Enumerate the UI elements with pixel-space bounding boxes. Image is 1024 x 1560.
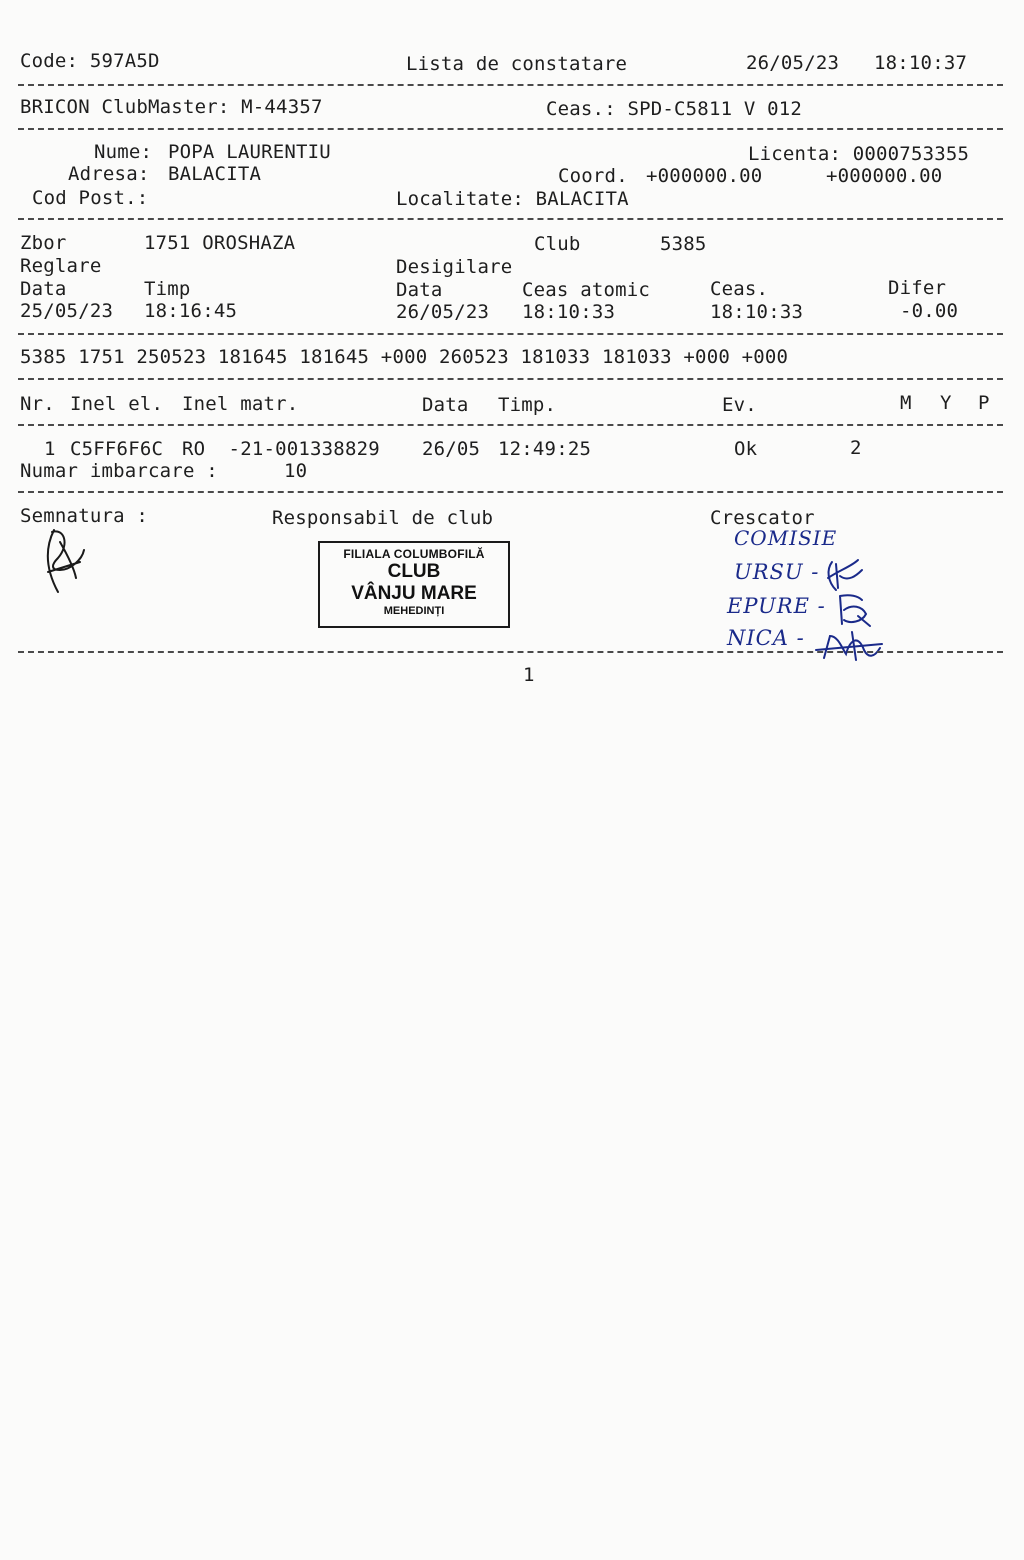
code-line: 5385 1751 250523 181645 181645 +000 260523 181033 181033 +000 +000 — [20, 346, 789, 368]
difer-label: Difer — [888, 277, 947, 299]
divider — [18, 378, 1003, 380]
difer-value: -0.00 — [900, 300, 959, 322]
club-label: Club — [534, 233, 581, 255]
handwritten-epure: EPURE - — [727, 594, 826, 618]
coord-label: Coord. — [558, 165, 628, 187]
col-y: Y — [940, 392, 952, 414]
data2-label: Data — [396, 279, 443, 301]
handwritten-ursu: URSU - — [734, 560, 820, 584]
header-date: 26/05/23 — [746, 52, 840, 74]
cell-ev: Ok — [734, 438, 758, 460]
stamp-line-3: VÂNJU MARE — [351, 583, 477, 604]
ceas-atomic-value: 18:10:33 — [522, 301, 616, 323]
col-p: P — [978, 392, 990, 414]
stamp-line-1: FILIALA COLUMBOFILĂ — [343, 547, 485, 561]
col-inel-matr: Inel matr. — [182, 393, 299, 415]
divider — [18, 424, 1003, 426]
desigilare-label: Desigilare — [396, 256, 513, 278]
reglare-data: 25/05/23 — [20, 300, 114, 322]
semnatura-label: Semnatura : — [20, 505, 149, 527]
col-data: Data — [422, 394, 469, 416]
divider — [18, 218, 1003, 220]
desigilare-data: 26/05/23 — [396, 301, 490, 323]
col-nr: Nr. — [20, 393, 55, 415]
document-title: Lista de constatare — [406, 53, 628, 75]
col-ev: Ev. — [722, 394, 757, 416]
crescator-label: Crescator — [710, 507, 815, 529]
reglare-timp: 18:16:45 — [144, 300, 238, 322]
document-code: Code: 597A5D — [20, 50, 160, 72]
localitate: Localitate: BALACITA — [396, 188, 629, 210]
divider — [18, 333, 1003, 335]
clubmaster-id: BRICON ClubMaster: M-44357 — [20, 96, 323, 118]
zbor-value: 1751 OROSHAZA — [144, 232, 296, 254]
col-timp: Timp. — [498, 394, 557, 416]
cell-data: 26/05 — [422, 438, 481, 460]
stamp-line-2: CLUB — [387, 561, 441, 582]
coord-1: +000000.00 — [646, 165, 763, 187]
col-inel-el: Inel el. — [70, 393, 164, 415]
licenta: Licenta: 0000753355 — [748, 143, 970, 165]
divider — [18, 84, 1003, 86]
divider — [18, 651, 1003, 653]
clock-id: Ceas.: SPD-C5811 V 012 — [546, 98, 803, 120]
data-label: Data — [20, 278, 67, 300]
stamp-line-4: MEHEDINȚI — [383, 605, 445, 617]
numar-imbarcare-label: Numar imbarcare : — [20, 460, 218, 482]
signature-epure — [832, 590, 878, 630]
cell-inel-matr: RO -21-001338829 — [182, 438, 380, 460]
ceas-label: Ceas. — [710, 278, 769, 300]
cod-post-label: Cod Post.: — [32, 187, 149, 209]
ceas-value: 18:10:33 — [710, 301, 804, 323]
cell-nr: 1 — [44, 438, 56, 460]
coord-2: +000000.00 — [826, 165, 943, 187]
cell-col: 2 — [850, 437, 862, 459]
ceas-atomic-label: Ceas atomic — [522, 279, 651, 301]
cell-timp: 12:49:25 — [498, 438, 592, 460]
cell-inel-el: C5FF6F6C — [70, 438, 164, 460]
club-value: 5385 — [660, 233, 707, 255]
reglare-label: Reglare — [20, 255, 102, 277]
club-stamp — [318, 541, 510, 628]
signature-nica — [812, 628, 886, 664]
timp-label: Timp — [144, 278, 191, 300]
adresa-value: BALACITA — [168, 163, 262, 185]
handwritten-comisie: COMISIE — [734, 526, 838, 550]
responsabil-label: Responsabil de club — [272, 507, 494, 529]
page-number: 1 — [523, 664, 535, 686]
nume-value: POPA LAURENTIU — [168, 141, 331, 163]
handwritten-nica: NICA - — [727, 626, 805, 650]
header-time: 18:10:37 — [874, 52, 968, 74]
zbor-label: Zbor — [20, 232, 67, 254]
signature-scribble — [40, 522, 90, 598]
divider — [18, 128, 1003, 130]
col-m: M — [900, 392, 912, 414]
nume-label: Nume: — [94, 141, 153, 163]
adresa-label: Adresa: — [68, 163, 150, 185]
numar-imbarcare-value: 10 — [284, 460, 308, 482]
divider — [18, 491, 1003, 493]
